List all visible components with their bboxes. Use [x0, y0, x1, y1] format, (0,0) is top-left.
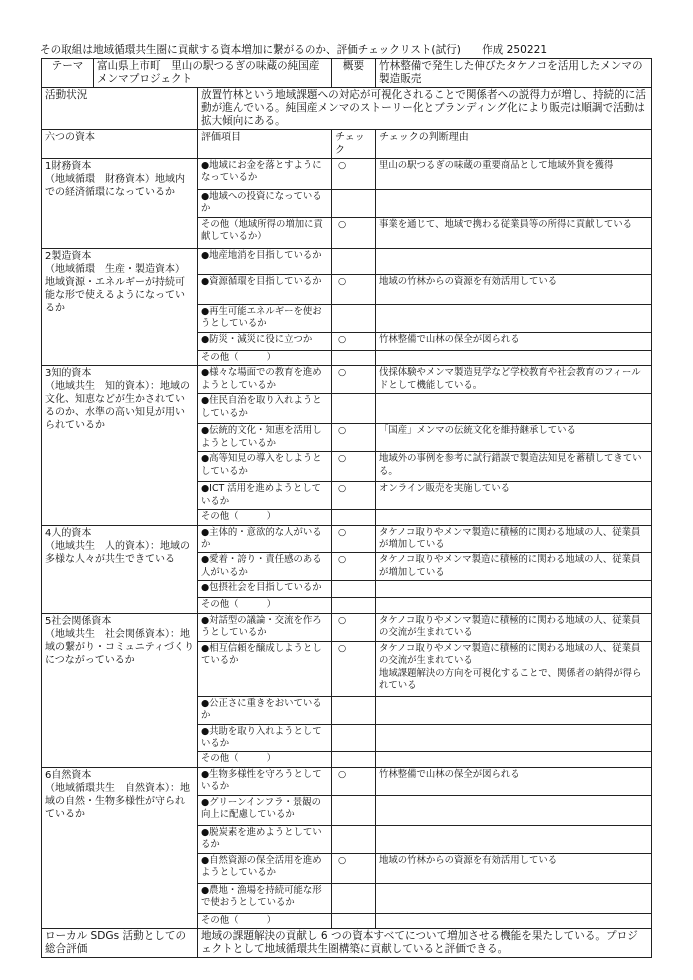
check-basis-line: 地域の竹林からの資源を有効活用している: [379, 275, 558, 287]
evaluation-item: ●地域への投資になっているか: [198, 190, 332, 218]
check-basis: [376, 274, 652, 304]
evaluation-item: ●自然資源の保全活用を進めようとしているか: [198, 853, 332, 883]
capital-name: 5社会関係資本: [45, 615, 112, 627]
evaluation-item: ●資源循環を目指しているか: [198, 274, 332, 304]
check-basis-line: 伐採体験やメンマ製造見学など学校教育や社会教育のフィールドとして機能している。: [379, 367, 641, 391]
evaluation-item: その他（地域所得の増加に貢献しているか）: [198, 217, 332, 248]
check-basis: [376, 248, 652, 274]
check-basis: [376, 394, 652, 424]
evaluation-item: その他（ ）: [198, 510, 332, 525]
evaluation-item: その他（ ）: [198, 598, 332, 613]
check-basis: [376, 525, 652, 553]
check-mark: ○: [332, 853, 376, 883]
capital-cell: [42, 248, 198, 365]
evaluation-item: その他（ ）: [198, 350, 332, 365]
evaluation-item: ●グリーンインフラ・景観の向上に配慮しているか: [198, 795, 332, 825]
check-basis: [376, 482, 652, 510]
evaluation-item: ●対話型の議論・交流を作ろうとしているか: [198, 613, 332, 641]
check-mark: ○: [332, 366, 376, 394]
check-basis: [376, 510, 652, 525]
evaluation-item: ●相互信頼を醸成しようとしているか: [198, 641, 332, 696]
evaluation-item: ●農地・漁場を持続可能な形で使おうとしているか: [198, 883, 332, 913]
capital-name: 1財務資本: [45, 161, 92, 172]
theme-row: [42, 59, 652, 88]
check-mark: ○: [332, 525, 376, 553]
evaluation-item: ●様々な場面での教育を進めようとしているか: [198, 366, 332, 394]
check-mark: ○: [332, 553, 376, 581]
column-header-check: チェック: [332, 130, 376, 159]
check-basis-line: 事業を通じて、地域で携わる従業員等の所得に貢献している: [379, 218, 632, 230]
check-basis-line: 地域課題解決の方向を可視化することで、関係者の納得が得られている: [379, 667, 642, 692]
check-basis: [376, 366, 652, 394]
check-basis: [376, 159, 652, 190]
item-row: [42, 366, 652, 394]
check-basis: [376, 452, 652, 482]
item-row: [42, 248, 652, 274]
check-mark: ○: [332, 767, 376, 795]
check-mark: [332, 581, 376, 598]
capital-description: （地域循環 財務資本）地域内での経済循環になっているか: [45, 174, 185, 198]
check-basis: [376, 190, 652, 218]
check-basis: [376, 767, 652, 795]
check-basis-line: タケノコ取りやメンマ製造に積極的に関わる地域の人、従業員が増加している: [379, 554, 641, 578]
summary-value: 竹林整備で発生した伸びたタケノコを活用したメンマの製造販売: [376, 59, 652, 88]
check-mark: ○: [332, 424, 376, 452]
column-header-row: [42, 130, 652, 159]
capital-name: 3知的資本: [45, 368, 92, 380]
evaluation-item: ●包摂社会を目指しているか: [198, 581, 332, 598]
check-basis: [376, 883, 652, 913]
evaluation-item: ●伝統的文化・知恵を活用しようとしているか: [198, 424, 332, 452]
check-mark: [332, 248, 376, 274]
evaluation-item: ●生物多様性を守ろうとしているか: [198, 767, 332, 795]
check-basis-line: 「国産」メンマの伝統文化を維持継承している: [379, 425, 576, 437]
checklist-table: [41, 58, 652, 958]
evaluation-item: ●愛着・誇り・責任感のある人がいるか: [198, 553, 332, 581]
check-basis-line: タケノコ取りやメンマ製造に積極的に関わる地域の人、従業員の交流が生まれている: [379, 614, 641, 639]
check-basis-line: 竹林整備で山林の保全が図られる: [379, 768, 520, 780]
check-mark: [332, 696, 376, 724]
item-row: [42, 159, 652, 190]
capital-description: （地域共生 社会関係資本）：地域の繋がり・コミュニティづくりにつながっているか: [45, 628, 194, 666]
check-basis: [376, 913, 652, 928]
evaluation-item: ●脱炭素を進めようとしているか: [198, 825, 332, 853]
check-basis-line: タケノコ取りやメンマ製造に積極的に関わる地域の人、従業員が増加している: [379, 526, 641, 551]
check-mark: [332, 752, 376, 767]
check-mark: [332, 883, 376, 913]
check-mark: [332, 795, 376, 825]
check-mark: [332, 598, 376, 613]
check-basis-line: 里山の駅つるぎの味蔵の重要商品として地域外貨を獲得: [379, 160, 614, 171]
evaluation-item: ●防災・減災に役に立つか: [198, 332, 332, 350]
check-basis: [376, 598, 652, 613]
check-basis: [376, 613, 652, 641]
capital-description: （地域共生 知的資本）：地域の文化、知恵などが生かされているのか、水準の高い知見が用いられているか: [45, 381, 190, 432]
check-mark: [332, 913, 376, 928]
check-basis: [376, 825, 652, 853]
column-header-capital: 六つの資本: [42, 130, 198, 159]
capital-description: （地域共生 人的資本）：地域の多様な人々が共生できている: [45, 540, 190, 565]
evaluation-item: ●主体的・意欲的な人がいるか: [198, 525, 332, 553]
check-mark: [332, 304, 376, 332]
overall-evaluation-row: [42, 928, 652, 957]
check-basis-line: 地域外の事例を参考に試行錯誤で製造法知見を蓄積してきている。: [379, 453, 642, 477]
check-basis-line: オンライン販売を実施している: [379, 483, 510, 495]
evaluation-item: その他（ ）: [198, 913, 332, 928]
check-mark: ○: [332, 641, 376, 696]
evaluation-item: ●地産地消を目指しているか: [198, 248, 332, 274]
check-mark: [332, 350, 376, 365]
column-header-basis: チェックの判断理由: [376, 130, 652, 159]
overall-evaluation-label: ローカル SDGs 活動としての総合評価: [42, 928, 198, 957]
capital-cell: [42, 613, 198, 767]
check-mark: ○: [332, 452, 376, 482]
evaluation-item: ●住民自治を取り入れようとしているか: [198, 394, 332, 424]
check-basis: [376, 424, 652, 452]
evaluation-item: ●共助を取り入れようとしているか: [198, 724, 332, 752]
evaluation-item: ●再生可能エネルギーを使おうとしているか: [198, 304, 332, 332]
evaluation-item: ●高等知見の導入をしようとしているか: [198, 452, 332, 482]
evaluation-item: ●地域にお金を落とすようになっているか: [198, 159, 332, 190]
check-mark: ○: [332, 613, 376, 641]
overall-evaluation-text: 地域の課題解決の貢献し 6 つの資本すべてについて増加させる機能を果たしている。プロジェクトとして地域循環共生圏構築に貢献していると評価できる。: [198, 928, 652, 957]
page-title: その取組は地域循環共生圏に貢献する資本増加に繋がるのか、評価チェックリスト(試行) 作成 250221: [40, 44, 548, 56]
capital-cell: [42, 767, 198, 928]
evaluation-item: その他（ ）: [198, 752, 332, 767]
check-basis: [376, 581, 652, 598]
check-basis: [376, 795, 652, 825]
check-mark: [332, 825, 376, 853]
check-basis-line: タケノコ取りやメンマ製造に積極的に関わる地域の人、従業員の交流が生まれている: [379, 642, 641, 667]
evaluation-item: ●公正さに重きをおいているか: [198, 696, 332, 724]
status-row: [42, 88, 652, 130]
capital-name: 4人的資本: [45, 527, 92, 539]
check-mark: ○: [332, 217, 376, 248]
theme-value: 富山県上市町 里山の駅つるぎの味蔵の純国産メンマプロジェクト: [94, 59, 332, 88]
check-basis: [376, 304, 652, 332]
check-mark: ○: [332, 159, 376, 190]
status-text: 放置竹林という地域課題への対応が可視化されることで関係者への説得力が増し、持続的に活動が進んでいる。純国産メンマのストーリー化とブランディング化により販売は順調で活動は拡大傾向にある。: [198, 88, 652, 130]
check-mark: [332, 510, 376, 525]
item-row: [42, 525, 652, 553]
check-mark: ○: [332, 274, 376, 304]
evaluation-item: ●ICT 活用を進めようとしているか: [198, 482, 332, 510]
capital-cell: [42, 366, 198, 525]
capital-description: （地域循環共生 自然資本）：地域の自然・生物多様性が守られているか: [45, 782, 190, 820]
check-basis: [376, 217, 652, 248]
check-mark: [332, 190, 376, 218]
theme-label: テーマ: [42, 59, 94, 88]
capital-description: （地域循環 生産・製造資本）地域資源・エネルギーが持続可能な形で使えるようになっているか: [45, 263, 185, 314]
check-basis: [376, 724, 652, 752]
status-label: 活動状況: [42, 88, 198, 130]
check-basis: [376, 553, 652, 581]
check-basis: [376, 752, 652, 767]
capital-name: 2製造資本: [45, 250, 92, 262]
check-basis-line: 地域の竹林からの資源を有効活用している: [379, 854, 558, 866]
check-mark: ○: [332, 332, 376, 350]
check-basis-line: 竹林整備で山林の保全が図られる: [379, 333, 520, 345]
summary-label: 概要: [332, 59, 376, 88]
item-row: [42, 613, 652, 641]
check-mark: [332, 724, 376, 752]
item-row: [42, 767, 652, 795]
capital-cell: [42, 159, 198, 249]
column-header-item: 評価項目: [198, 130, 332, 159]
check-basis: [376, 350, 652, 365]
capital-name: 6自然資本: [45, 769, 92, 781]
check-basis: [376, 696, 652, 724]
check-basis: [376, 332, 652, 350]
check-mark: [332, 394, 376, 424]
check-mark: ○: [332, 482, 376, 510]
capital-cell: [42, 525, 198, 613]
check-basis: [376, 641, 652, 696]
check-basis: [376, 853, 652, 883]
